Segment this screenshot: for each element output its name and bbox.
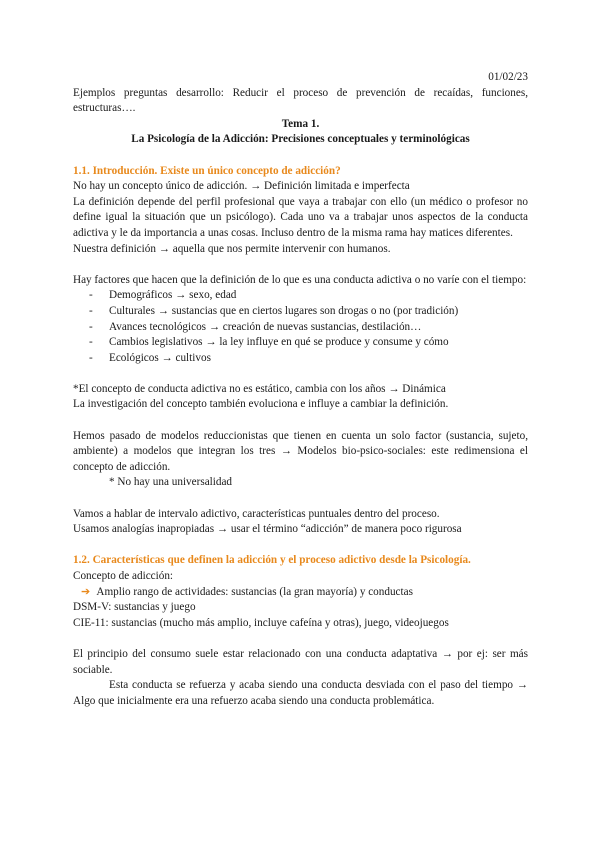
list-item: - Demográficos → sexo, edad <box>73 288 528 304</box>
section1-paragraph: La investigación del concepto también evoluciona e influye a cambiar la definición. <box>73 398 449 411</box>
arrow-list-item-text: Amplio rango de actividades: sustancias (la gran mayoría) y conductas <box>96 585 413 598</box>
document-page <box>73 70 528 709</box>
document-date: 01/02/23 <box>488 71 528 83</box>
section1-paragraph: No hay un concepto único de adicción. → Definición limitada e imperfecta <box>73 180 410 193</box>
list-item: - Culturales → sustancias que en ciertos lugares son drogas o no (por tradición) <box>73 304 528 320</box>
spacer <box>73 631 528 647</box>
arrow-list-item <box>73 585 528 601</box>
arrow-right-icon: ➔ <box>81 585 91 598</box>
section2-paragraph: CIE-11: sustancias (mucho más amplio, incluye cafeína y otras), juego, videojuegos <box>73 616 449 629</box>
section1-heading: 1.1. Introducción. Existe un único concepto de adicción? <box>73 164 341 177</box>
spacer <box>73 538 528 554</box>
section2-paragraph: El principio del consumo suele estar relacionado con una conducta adaptativa → por ej: ser más sociable. <box>73 647 528 676</box>
factors-list <box>73 288 528 366</box>
list-item: - Cambios legislativos → la ley influye en qué se produce y consume y cómo <box>73 335 528 351</box>
section1-paragraph: Vamos a hablar de intervalo adictivo, características puntuales dentro del proceso. <box>73 507 440 520</box>
section1-paragraph: Nuestra definición → aquella que nos permite intervenir con humanos. <box>73 242 391 255</box>
section2-paragraph: DSM-V: sustancias y juego <box>73 601 196 614</box>
section1-paragraph: La definición depende del perfil profesional que vaya a trabajar con ello (un médico o profesor no define igual la situación que un psicólogo). Cada uno va a trabajar unos aspectos de la conducta adictiva y le da importancia a unas cosas. Incluso dentro de la misma rama hay matices diferentes. <box>73 195 528 239</box>
section1-note: * No hay una universalidad <box>109 476 233 489</box>
spacer <box>73 148 528 164</box>
list-item: - Ecológicos → cultivos <box>73 351 528 367</box>
section2-paragraph: Concepto de adicción: <box>73 570 174 582</box>
list-item: - Avances tecnológicos → creación de nuevas sustancias, destilación… <box>73 320 528 336</box>
spacer <box>73 491 528 507</box>
section1-paragraph: Hay factores que hacen que la definición de lo que es una conducta adictiva o no varíe con el tiempo: <box>73 273 527 286</box>
section1-paragraph: Hemos pasado de modelos reduccionistas que tienen en cuenta un solo factor (sustancia, sujeto, ambiente) a modelos que integran los tres → Modelos bio-psico-sociales: este redimensiona el concepto de adicción. <box>73 429 528 473</box>
section1-paragraph: *El concepto de conducta adictiva no es estático, cambia con los años → Dinámica <box>73 382 446 395</box>
intro-paragraph: Ejemplos preguntas desarrollo: Reducir el proceso de prevención de recaídas, funciones, estructuras…. <box>73 86 528 115</box>
section2-heading: 1.2. Características que definen la adicción y el proceso adictivo desde la Psicología. <box>73 554 471 567</box>
tema-title: Tema 1. <box>281 117 320 130</box>
section2-paragraph: Esta conducta se refuerza y acaba siendo una conducta desviada con el paso del tiempo → Algo que inicialmente era una refuerzo acaba siendo una conducta problemática. <box>73 679 528 707</box>
spacer <box>73 257 528 273</box>
section1-paragraph: Usamos analogías inapropiadas → usar el término “adicción” de manera poco rigurosa <box>73 523 462 536</box>
tema-subtitle: La Psicología de la Adicción: Precisiones conceptuales y terminológicas <box>131 133 470 146</box>
spacer <box>73 413 528 429</box>
spacer <box>73 366 528 382</box>
